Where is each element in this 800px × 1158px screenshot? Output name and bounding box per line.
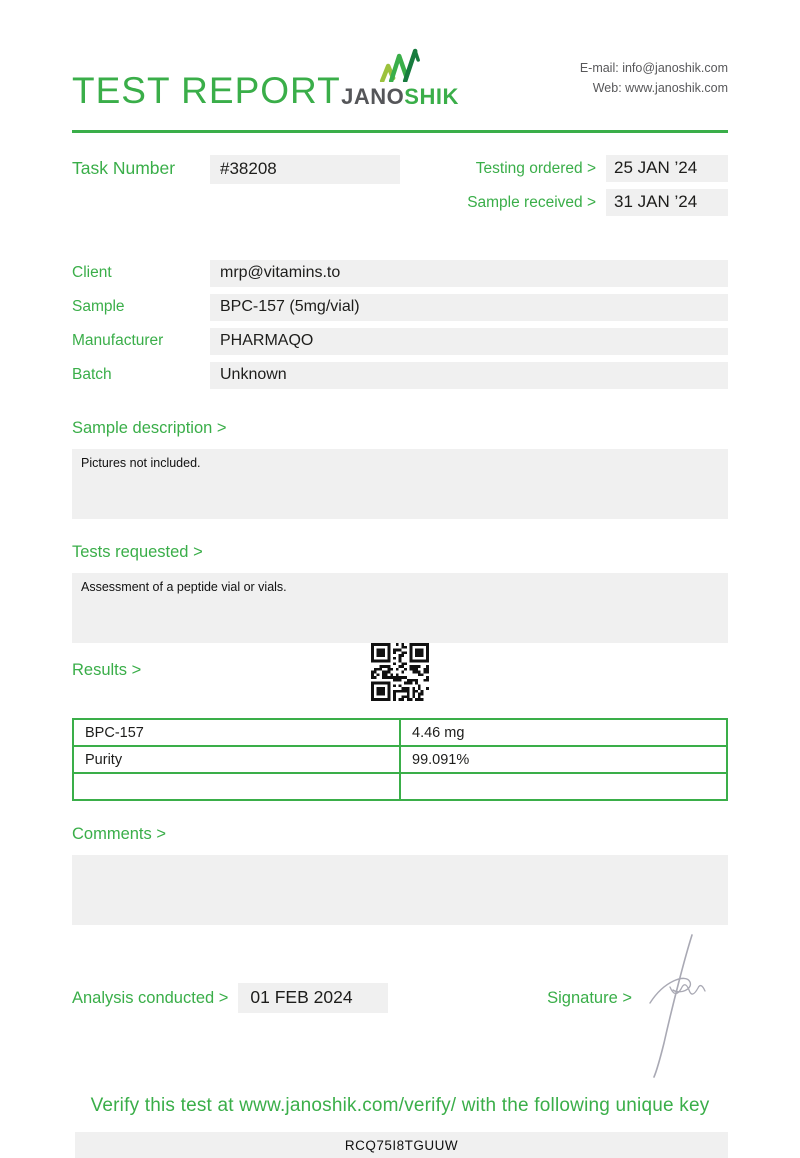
tests-requested-heading: Tests requested >	[72, 543, 203, 561]
testing-ordered-label: Testing ordered >	[475, 159, 596, 177]
batch-value: Unknown	[210, 362, 728, 389]
sample-received-value: 31 JAN ’24	[606, 189, 728, 216]
report-header	[72, 40, 728, 112]
info-rows	[72, 260, 728, 389]
task-section	[72, 155, 728, 216]
sample-description-box: Pictures not included.	[72, 449, 728, 519]
dates-stack	[467, 155, 728, 216]
sample-value: BPC-157 (5mg/vial)	[210, 294, 728, 321]
result-name	[73, 773, 400, 800]
results-section	[72, 661, 728, 801]
logo-shik: SHIK	[404, 84, 459, 109]
signature-label: Signature >	[547, 988, 632, 1007]
web-label: Web:	[592, 80, 622, 95]
janoshik-logo	[341, 48, 459, 110]
email-label: E-mail:	[579, 61, 619, 76]
manufacturer-row	[72, 328, 728, 355]
qr-code	[371, 643, 429, 701]
chart-peaks-icon	[377, 48, 423, 82]
unique-key-value: RCQ75I8TGUUW	[344, 1137, 459, 1153]
verify-text: Verify this test at www.janoshik.com/verify/ with the following unique key	[90, 1095, 710, 1116]
table-row	[73, 719, 727, 746]
comments-box	[72, 855, 728, 925]
batch-label: Batch	[72, 366, 112, 383]
table-row	[73, 773, 727, 800]
tests-requested-box: Assessment of a peptide vial or vials.	[72, 573, 728, 643]
client-value: mrp@vitamins.to	[210, 260, 728, 287]
analysis-date-value: 01 FEB 2024	[238, 983, 388, 1013]
analysis-signature-row	[72, 983, 728, 1013]
task-number-value: #38208	[210, 155, 400, 184]
sample-received-row	[467, 189, 728, 216]
testing-ordered-value: 25 JAN ’24	[606, 155, 728, 182]
sample-description-heading: Sample description >	[72, 419, 227, 437]
contact-info	[580, 59, 728, 98]
unique-key-bar	[75, 1132, 728, 1158]
header-divider	[72, 130, 728, 133]
result-value	[400, 773, 727, 800]
comments-heading: Comments >	[72, 825, 166, 843]
testing-ordered-row	[467, 155, 728, 182]
manufacturer-value: PHARMAQO	[210, 328, 728, 355]
batch-row	[72, 362, 728, 389]
client-label: Client	[72, 264, 112, 281]
web-value: www.janoshik.com	[625, 80, 728, 95]
task-number-label: Task Number	[72, 158, 176, 178]
results-table	[72, 718, 728, 801]
result-name: BPC-157	[73, 719, 400, 746]
logo-jano: JANO	[341, 84, 405, 109]
sample-row	[72, 294, 728, 321]
email-value: info@janoshik.com	[622, 61, 728, 76]
page-title: TEST REPORT	[72, 70, 341, 111]
sample-received-label: Sample received >	[467, 193, 596, 211]
logo-wordmark	[341, 84, 459, 110]
result-value: 4.46 mg	[400, 719, 727, 746]
analysis-conducted-label: Analysis conducted >	[72, 988, 229, 1007]
client-row	[72, 260, 728, 287]
sample-label: Sample	[72, 298, 125, 315]
table-row	[73, 746, 727, 773]
results-heading: Results >	[72, 661, 142, 679]
result-value: 99.091%	[400, 746, 727, 773]
manufacturer-label: Manufacturer	[72, 332, 164, 349]
contact-email-line	[580, 59, 728, 78]
result-name: Purity	[73, 746, 400, 773]
signature-scribble	[632, 931, 710, 1079]
contact-web-line	[580, 79, 728, 98]
